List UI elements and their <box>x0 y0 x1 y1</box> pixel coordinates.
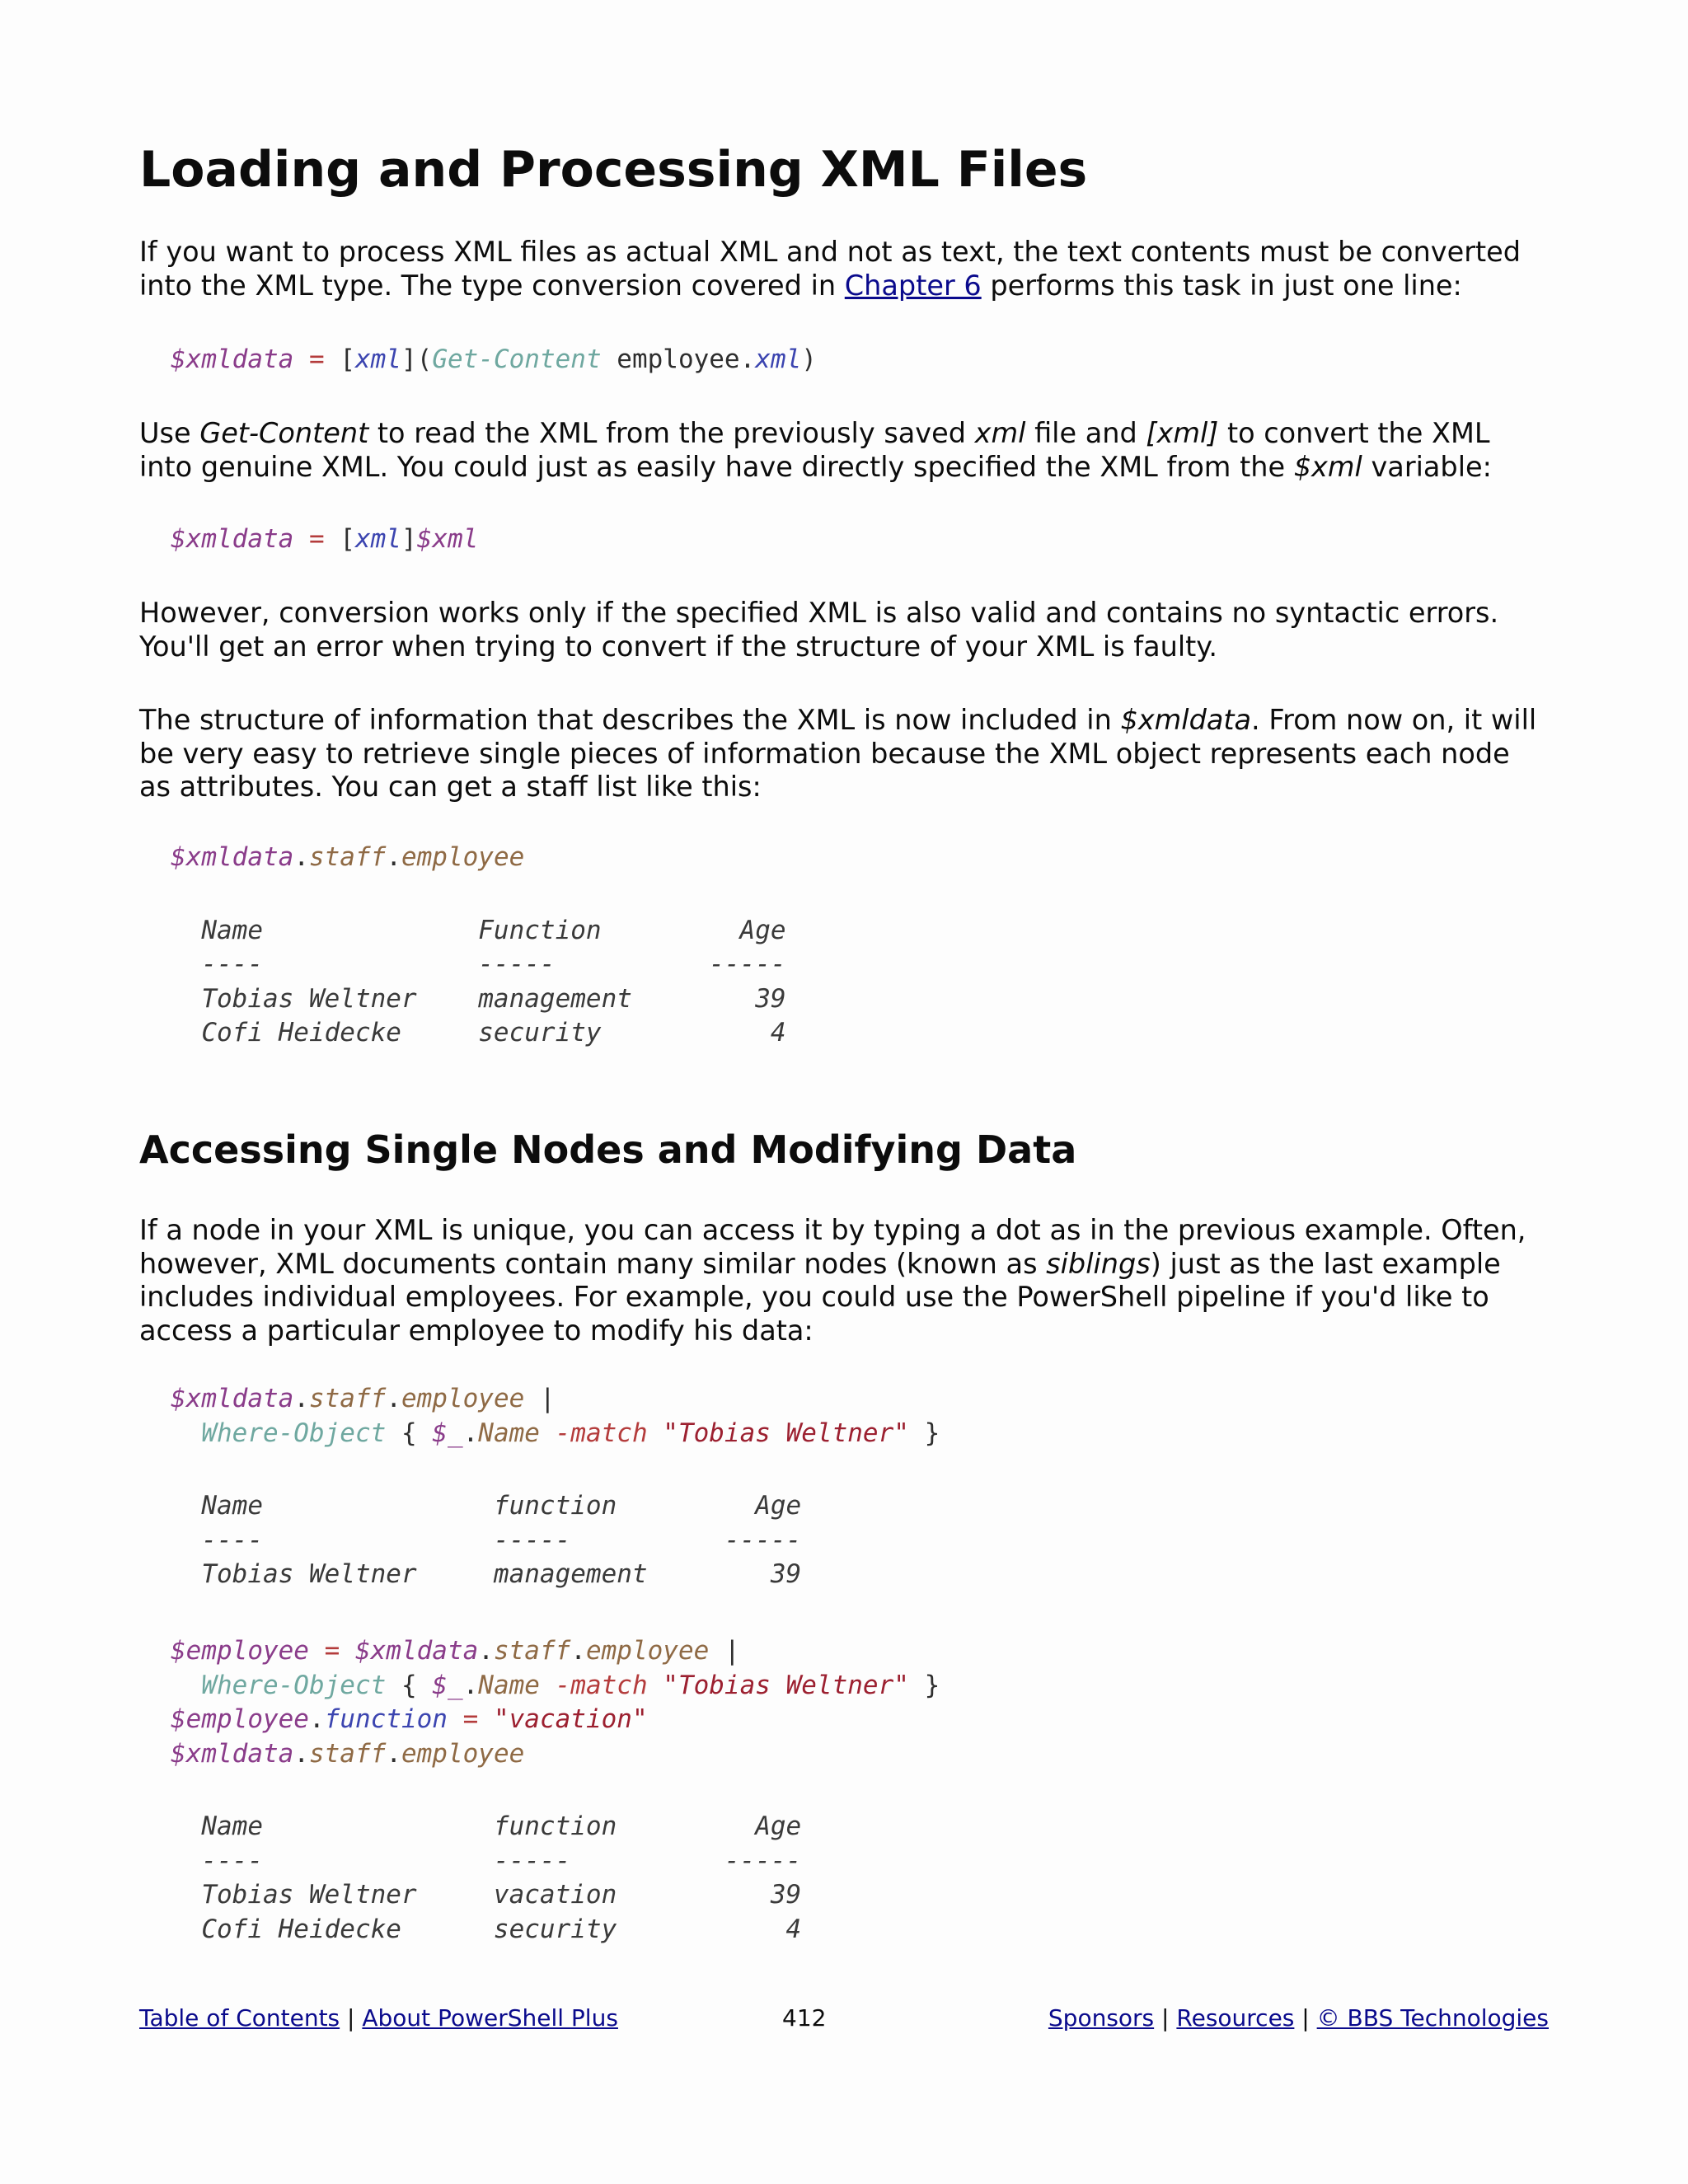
code-variable: $xmldata <box>171 1384 294 1413</box>
paragraph-text: variable: <box>1362 450 1492 483</box>
code-string: "Tobias Weltner" <box>663 1418 909 1448</box>
code-cmdlet: Where-Object <box>201 1418 387 1448</box>
code-property: staff <box>493 1636 571 1666</box>
footer-left-links <box>139 2002 618 2035</box>
output-line: Name function Age <box>171 1811 802 1841</box>
paragraph-text: If a node in your XML is unique, you can access it by typing a dot as in the previous example. Often, however, XML documents contain many similar nodes (known as <box>139 1214 1526 1280</box>
code-bracket: [ <box>340 344 355 374</box>
code-variable: $xml <box>416 524 479 554</box>
footer-right-links <box>1048 2002 1549 2035</box>
code-bracket: ] <box>401 524 417 554</box>
output-line: ---- ----- ----- <box>171 1525 802 1555</box>
footer-separator: | <box>1154 2004 1177 2032</box>
paragraph-text: . From now on, it will be very easy to retrieve single pieces of information because the XML object represents each node as attributes. You can get a staff list like this: <box>139 704 1537 804</box>
code-operator: = <box>293 524 340 554</box>
code-property: employee <box>401 842 525 872</box>
paragraph-text: performs this task in just one line: <box>981 269 1462 302</box>
code-brace: } <box>908 1418 940 1448</box>
code-line <box>171 1703 940 1737</box>
code-operator: -match <box>555 1670 648 1700</box>
output-line: Name function Age <box>171 1491 802 1521</box>
output-line: Name Function Age <box>171 915 786 945</box>
code-type: xml <box>755 344 802 374</box>
sponsors-link[interactable]: Sponsors <box>1048 2004 1155 2032</box>
code-block-staff-list <box>171 841 786 1051</box>
code-bracket: ) <box>801 344 817 374</box>
code-variable: $xmldata <box>354 1636 479 1666</box>
code-variable: $xmldata <box>171 1738 294 1769</box>
code-dot: . <box>293 1384 309 1413</box>
paragraph-text: to read the XML from the previously saved <box>368 417 975 449</box>
code-block-where-object <box>171 1382 940 1592</box>
code-operator: = <box>293 344 340 374</box>
code-space <box>648 1671 663 1700</box>
output-line: Cofi Heidecke security 4 <box>171 1914 802 1944</box>
inline-term: $xmldata <box>1120 704 1252 736</box>
paragraph-text: file and <box>1025 417 1146 449</box>
code-property: function <box>324 1704 448 1734</box>
table-of-contents-link[interactable]: Table of Contents <box>139 2004 340 2032</box>
inline-term: Get-Content <box>199 417 369 449</box>
code-operator: = <box>308 1636 355 1666</box>
code-cmdlet: Get-Content <box>432 344 602 374</box>
code-dot: . <box>478 1636 494 1666</box>
code-block-get-content <box>171 343 817 377</box>
inline-term: $xml <box>1293 450 1362 483</box>
output-line: ---- ----- ----- <box>171 1845 802 1876</box>
output-line: Tobias Weltner management 39 <box>171 983 786 1014</box>
code-dot: . <box>386 1384 401 1413</box>
code-dot: . <box>462 1418 479 1448</box>
code-line <box>171 841 786 875</box>
code-type: xml <box>354 524 401 554</box>
resources-link[interactable]: Resources <box>1176 2004 1295 2032</box>
output-line: Tobias Weltner vacation 39 <box>171 1880 802 1910</box>
code-indent <box>171 1418 201 1448</box>
code-variable: $employee <box>171 1704 309 1734</box>
code-property: employee <box>401 1384 525 1413</box>
inline-term: siblings <box>1046 1247 1151 1280</box>
section-heading: Accessing Single Nodes and Modifying Data <box>139 1127 1077 1172</box>
about-powershell-plus-link[interactable]: About PowerShell Plus <box>362 2004 618 2032</box>
code-property: staff <box>308 1384 387 1413</box>
output-line: ---- ----- ----- <box>171 949 786 979</box>
code-indent <box>171 1671 201 1700</box>
inline-term: [xml] <box>1146 417 1219 449</box>
paragraph-intro <box>139 236 1549 302</box>
code-pipe: | <box>709 1636 740 1666</box>
code-property: employee <box>401 1738 525 1769</box>
output-line: Tobias Weltner management 39 <box>171 1559 802 1589</box>
code-block-modify-employee <box>171 1634 940 1947</box>
code-variable: $_ <box>432 1418 463 1448</box>
output-line: Cofi Heidecke security 4 <box>171 1018 786 1047</box>
code-bracket: ]( <box>401 344 433 374</box>
code-line <box>171 1634 940 1669</box>
code-line <box>171 1417 940 1451</box>
paragraph-single-nodes <box>139 1214 1549 1347</box>
chapter-6-link[interactable]: Chapter 6 <box>844 269 982 302</box>
paragraph-text: ) just as the last example includes individual employees. For example, you could use the PowerShell pipeline if you'd like to access a particular employee to modify his data: <box>139 1247 1501 1347</box>
code-line <box>171 1669 940 1704</box>
paragraph-text: The structure of information that describes the XML is now included in <box>139 704 1121 736</box>
code-string: "vacation" <box>493 1704 648 1734</box>
code-dot: . <box>570 1636 586 1666</box>
code-spacer <box>171 1771 940 1810</box>
code-operator: = <box>447 1704 494 1734</box>
code-variable: $employee <box>171 1636 309 1666</box>
code-type: xml <box>354 344 401 374</box>
code-dot: . <box>308 1704 325 1734</box>
paragraph-text: If you want to process XML files as actual XML and not as text, the text contents must be converted into the XML type. The type conversion covered in <box>139 236 1521 302</box>
paragraph-text: Use <box>139 417 200 449</box>
paragraph-structure <box>139 704 1549 804</box>
code-space <box>540 1671 556 1700</box>
code-space <box>540 1418 556 1448</box>
page-footer <box>139 2002 1549 2035</box>
paragraph-get-content <box>139 417 1549 484</box>
code-brace: } <box>908 1670 940 1700</box>
copyright-link[interactable]: © BBS Technologies <box>1316 2004 1549 2032</box>
code-spacer <box>171 875 786 914</box>
code-operator: -match <box>555 1418 648 1448</box>
code-line <box>171 1382 940 1417</box>
code-property: staff <box>308 1738 387 1769</box>
code-brace: { <box>386 1670 433 1700</box>
footer-separator: | <box>340 2004 363 2032</box>
code-brace: { <box>386 1418 433 1448</box>
paragraph-validity: However, conversion works only if the specified XML is also valid and contains no syntactic errors. You'll get an error when trying to convert if the structure of your XML is faulty. <box>139 597 1499 663</box>
code-argument: employee. <box>601 344 756 374</box>
code-block-xml-cast <box>171 523 478 557</box>
code-property: staff <box>308 842 387 872</box>
code-dot: . <box>462 1670 479 1700</box>
code-dot: . <box>293 1738 309 1769</box>
code-variable: $_ <box>432 1670 463 1700</box>
code-dot: . <box>293 842 309 872</box>
inline-term: xml <box>974 417 1026 449</box>
code-property: Name <box>478 1418 540 1448</box>
paragraph-text: to convert the XML into genuine XML. You could just as easily have directly specified the XML from the <box>139 417 1490 483</box>
code-variable: $xmldata <box>171 842 294 872</box>
footer-separator: | <box>1294 2004 1317 2032</box>
code-variable: $xmldata <box>171 344 294 374</box>
code-space <box>648 1418 663 1448</box>
page-number: 412 <box>782 2004 827 2032</box>
code-variable: $xmldata <box>171 524 294 554</box>
code-string: "Tobias Weltner" <box>663 1670 909 1700</box>
code-bracket: [ <box>340 524 355 554</box>
code-cmdlet: Where-Object <box>201 1670 387 1700</box>
page-title: Loading and Processing XML Files <box>139 141 1088 199</box>
code-property: Name <box>478 1670 540 1700</box>
code-dot: . <box>386 842 401 872</box>
code-dot: . <box>386 1738 401 1769</box>
code-line <box>171 1737 940 1772</box>
code-property: employee <box>585 1636 710 1666</box>
code-pipe: | <box>524 1384 556 1413</box>
code-spacer <box>171 1451 940 1489</box>
